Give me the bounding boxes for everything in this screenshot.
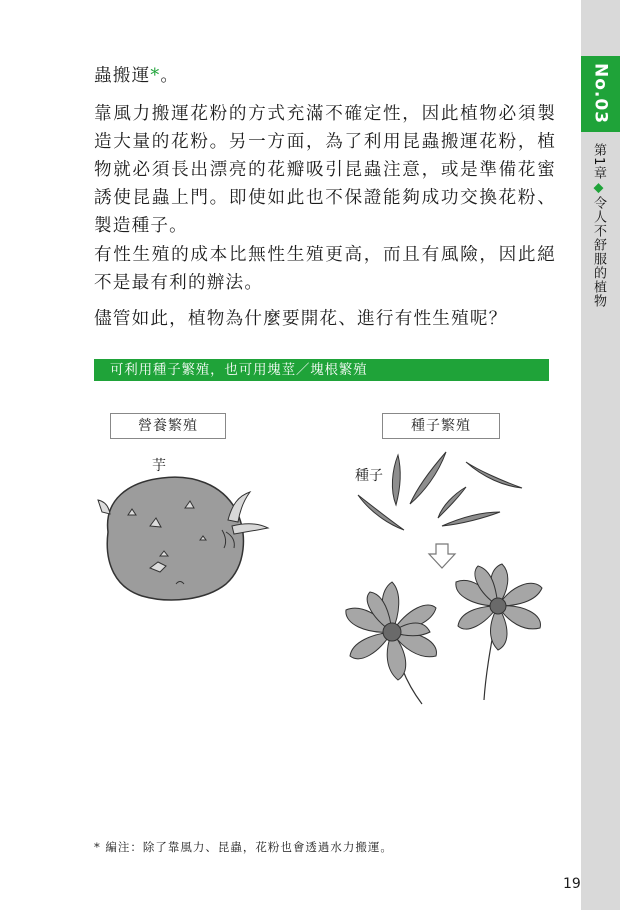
- seeds-illustration: [358, 452, 522, 530]
- cosmos-flower-right: [456, 564, 542, 700]
- footnote-mark: *: [150, 66, 161, 86]
- tab-number-text: No.03: [590, 63, 611, 125]
- diamond-icon: ◆: [591, 180, 606, 197]
- cosmos-flower-left: [346, 582, 437, 704]
- figure-title-bar: 可利用種子繁殖，也可用塊莖／塊根繁殖: [94, 359, 549, 381]
- page-number: 19: [563, 876, 581, 892]
- taro-tuber-illustration: [98, 477, 268, 600]
- chapter-prefix: 第1章: [591, 143, 606, 181]
- seed-label: 種子: [355, 468, 383, 484]
- paragraph-1-end: 。: [160, 66, 180, 86]
- vegetative-reproduction-label: 營養繁殖: [110, 413, 226, 439]
- seed-reproduction-label: 種子繁殖: [382, 413, 500, 439]
- arrow-down-icon: [429, 544, 455, 568]
- taro-label: 芋: [152, 458, 166, 474]
- paragraph-3: 有性生殖的成本比無性生殖更高，而且有風險，因此絕不是最有利的辦法。: [94, 245, 556, 293]
- paragraph-1-text: 蟲搬運: [94, 66, 151, 86]
- footnote: * 編注：除了靠風力、昆蟲，花粉也會透過水力搬運。: [94, 840, 393, 854]
- paragraph-2: 靠風力搬運花粉的方式充滿不確定性，因此植物必須製造大量的花粉。另一方面，為了利用昆蟲搬運花粉，植物就必須長出漂亮的花瓣吸引昆蟲注意，或是準備花蜜誘使昆蟲上門。即使如此也不保證能夠成功交換花粉、製造種子。: [94, 104, 556, 236]
- paragraph-4: 儘管如此，植物為什麼要開花、進行有性生殖呢？: [94, 309, 508, 329]
- chapter-title: 令人不舒服的植物: [591, 196, 606, 309]
